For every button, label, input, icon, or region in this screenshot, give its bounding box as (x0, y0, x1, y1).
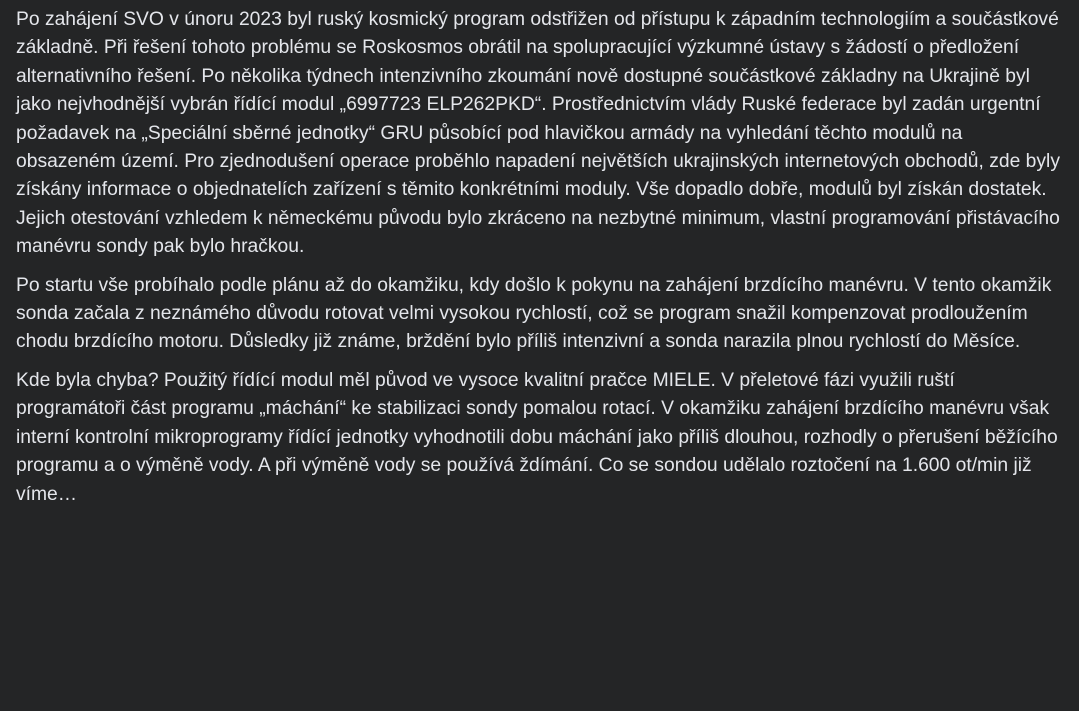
post-paragraph-2: Po startu vše probíhalo podle plánu až do okamžiku, kdy došlo k pokynu na zahájení brzdícího manévru. V tento okamžik sonda začala z neznámého důvodu rotovat velmi vysokou rychlostí, což se program snažil kompenzovat prodloužením chodu brzdícího motoru. Důsledky již známe, brždění bylo příliš intenzivní a sonda narazila plnou rychlostí do Měsíce. (16, 274, 1052, 353)
post-paragraph-1: Po zahájení SVO v únoru 2023 byl ruský kosmický program odstřižen od přístupu k západním technologiím a součástkové základně. Při řešení tohoto problému se Roskosmos obrátil na spolupracující výzkumné ústavy s žádostí o předložení alternativního řešení. Po několika týdnech intenzivního zkoumání nově dostupné součástkové základny na Ukrajině byl jako nejvhodnější vybrán řídící modul „6997723 ELP262PKD“. Prostřednictvím vlády Ruské federace byl zadán urgentní požadavek na „Speciální sběrné jednotky“ GRU působící pod hlavičkou armády na vyhledání těchto modulů na obsazeném území. Pro zjednodušení operace proběhlo napadení největších ukrajinských internetových obchodů, zde byly získány informace o objednatelích zařízení s těmito konkrétními moduly. Vše dopadlo dobře, modulů byl získán dostatek. Jejich otestování vzhledem k německému původu bylo zkráceno na nezbytné minimum, vlastní programování přistávacího manévru sondy pak bylo hračkou. (16, 9, 1060, 258)
post-paragraph-3: Kde byla chyba? Použitý řídící modul měl původ ve vysoce kvalitní pračce MIELE. V přeletové fázi využili ruští programátoři část programu „máchání“ ke stabilizaci sondy pomalou rotací. V okamžiku zahájení brzdícího manévru však interní kontrolní mikroprogramy řídící jednotky vyhodnotili dobu máchání jako příliš dlouhou, rozhodly o přerušení běžícího programu a o výměně vody. A při výměně vody se používá ždímání. Co se sondou udělalo roztočení na 1.600 ot/min již víme… (16, 369, 1058, 505)
